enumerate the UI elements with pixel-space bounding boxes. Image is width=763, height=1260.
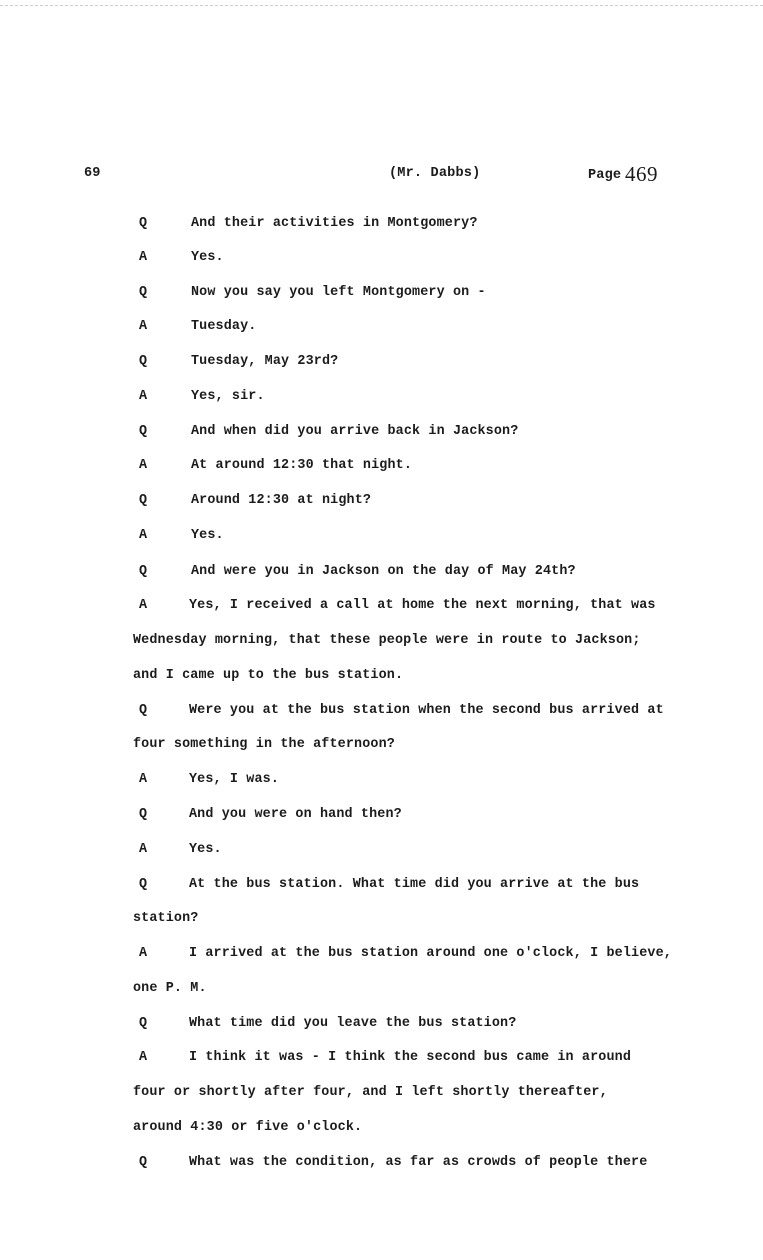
transcript-line: And when did you arrive back in Jackson?	[191, 424, 519, 439]
line-number: 69	[84, 166, 101, 181]
scan-edge-divider	[0, 0, 763, 6]
speaker-q: Q	[139, 1016, 148, 1031]
transcript-line: And were you in Jackson on the day of May 24th?	[191, 564, 576, 579]
transcript-continuation: four or shortly after four, and I left shortly thereafter,	[133, 1085, 608, 1100]
transcript-line: Yes, I was.	[189, 772, 280, 787]
speaker-heading: (Mr. Dabbs)	[389, 166, 481, 181]
transcript-line: I think it was - I think the second bus came in around	[189, 1050, 632, 1065]
transcript-line: At the bus station. What time did you arrive at the bus	[189, 877, 640, 892]
speaker-a: A	[139, 842, 148, 857]
transcript-line: Tuesday, May 23rd?	[191, 354, 339, 369]
speaker-q: Q	[139, 807, 148, 822]
speaker-q: Q	[139, 424, 148, 439]
transcript-line: At around 12:30 that night.	[191, 458, 413, 473]
transcript-line: And their activities in Montgomery?	[191, 216, 478, 231]
transcript-line: Yes, I received a call at home the next morning, that was	[189, 598, 656, 613]
speaker-q: Q	[139, 285, 148, 300]
speaker-a: A	[139, 528, 148, 543]
transcript-line: Yes.	[191, 528, 224, 543]
transcript-continuation: station?	[133, 911, 199, 926]
speaker-a: A	[139, 319, 148, 334]
transcript-line: Yes, sir.	[191, 389, 265, 404]
speaker-a: A	[139, 458, 148, 473]
transcript-line: Were you at the bus station when the second bus arrived at	[189, 703, 664, 718]
transcript-line: What time did you leave the bus station?	[189, 1016, 517, 1031]
transcript-continuation: one P. M.	[133, 981, 207, 996]
transcript-line: Around 12:30 at night?	[191, 493, 372, 508]
transcript-line: Now you say you left Montgomery on -	[191, 285, 486, 300]
speaker-q: Q	[139, 354, 148, 369]
transcript-continuation: around 4:30 or five o'clock.	[133, 1120, 363, 1135]
transcript-line: I arrived at the bus station around one o'clock, I believe,	[189, 946, 672, 961]
speaker-a: A	[139, 1050, 148, 1065]
transcript-continuation: and I came up to the bus station.	[133, 668, 404, 683]
transcript-line: Yes.	[189, 842, 222, 857]
speaker-q: Q	[139, 493, 148, 508]
speaker-q: Q	[139, 1155, 148, 1170]
page-label: Page	[588, 168, 622, 183]
transcript-continuation: four something in the afternoon?	[133, 737, 395, 752]
speaker-a: A	[139, 772, 148, 787]
speaker-a: A	[139, 946, 148, 961]
speaker-q: Q	[139, 703, 148, 718]
transcript-line: And you were on hand then?	[189, 807, 402, 822]
speaker-a: A	[139, 250, 148, 265]
speaker-a: A	[139, 598, 148, 613]
speaker-q: Q	[139, 877, 148, 892]
page-number: 469	[625, 162, 658, 186]
transcript-line: Tuesday.	[191, 319, 257, 334]
speaker-q: Q	[139, 216, 148, 231]
transcript-line: What was the condition, as far as crowds of people there	[189, 1155, 648, 1170]
transcript-line: Yes.	[191, 250, 224, 265]
transcript-continuation: Wednesday morning, that these people were in route to Jackson;	[133, 633, 641, 648]
speaker-q: Q	[139, 564, 148, 579]
speaker-a: A	[139, 389, 148, 404]
